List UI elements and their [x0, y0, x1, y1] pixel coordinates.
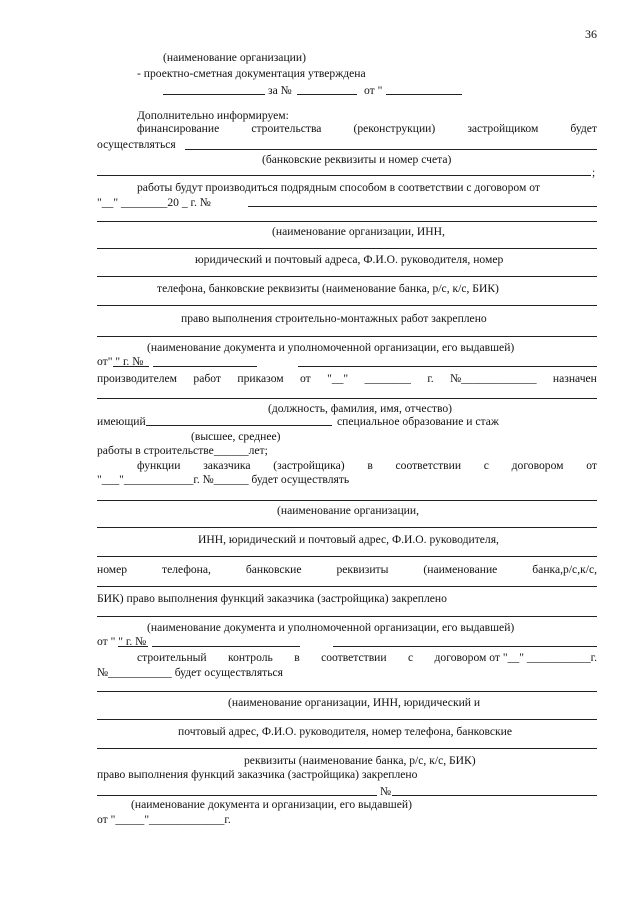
word: назначен: [552, 372, 597, 385]
word: контроль: [228, 651, 273, 664]
word: приказом: [237, 372, 284, 385]
text-line: (наименование организации): [163, 51, 306, 64]
word: с: [483, 459, 489, 472]
caption: (должность, фамилия, имя, отчество): [268, 402, 453, 415]
text-line: от" " г. №: [97, 355, 144, 368]
text-line: "__" ________20 _ г. №: [97, 196, 211, 209]
word: с: [407, 651, 414, 664]
word: телефона,: [162, 563, 211, 576]
text-line: от " " г. №: [97, 635, 147, 648]
underline: [97, 500, 597, 501]
underline: [333, 646, 597, 647]
underline: [97, 556, 597, 557]
underline: [163, 94, 265, 95]
caption: телефона, банковские реквизиты (наименование банка, р/с, к/с, БИК): [157, 282, 499, 295]
word: банка,р/с,к/с,: [532, 563, 597, 576]
word: производителем: [97, 372, 178, 385]
justified-line: [137, 460, 597, 472]
word: застройщиком: [467, 122, 539, 135]
underline: [97, 527, 597, 528]
caption: реквизиты (наименование банка, р/с, к/с, БИК): [244, 754, 476, 767]
text-line: БИК) право выполнения функций заказчика (застройщика) закреплено: [97, 592, 447, 605]
underline: [97, 719, 597, 720]
word: ________: [364, 372, 411, 385]
caption: (наименование организации, ИНН,: [272, 225, 445, 238]
underline: [153, 366, 257, 367]
underline: [97, 248, 597, 249]
word: реквизиты: [336, 563, 389, 576]
word: заказчика: [203, 459, 251, 472]
word: (реконструкции): [353, 122, 436, 135]
caption: ИНН, юридический и почтовый адрес, Ф.И.О. руководителя,: [198, 533, 499, 546]
word: №_____________: [450, 372, 537, 385]
underline: [97, 748, 597, 749]
underline: [97, 691, 597, 692]
text-line: ;: [592, 166, 596, 179]
justified-line: [97, 373, 597, 385]
underline: [97, 276, 597, 277]
underline: [97, 305, 597, 306]
underline: [297, 94, 357, 95]
word: от: [586, 459, 597, 472]
page-number: 36: [585, 27, 597, 41]
caption: (наименование документа и уполномоченной организации, его выдавшей): [147, 341, 515, 354]
underline: [298, 366, 597, 367]
underline: [97, 586, 597, 587]
word: финансирование: [137, 122, 220, 135]
caption: (наименование документа и уполномоченной организации, его выдавшей): [147, 621, 515, 634]
underline: [386, 94, 462, 95]
word: функции: [137, 459, 181, 472]
text-line: - проектно-сметная документация утверждена: [137, 67, 366, 80]
text-line: работы будут производиться подрядным способом в соответствии с договором от: [137, 181, 540, 194]
underline: [152, 646, 300, 647]
caption: юридический и почтовый адреса, Ф.И.О. руководителя, номер: [195, 253, 504, 266]
justified-line: [137, 123, 597, 135]
word: от: [300, 372, 311, 385]
text-line: имеющий: [97, 415, 146, 428]
underline: [146, 425, 332, 426]
text-line: "___"____________г. №______ будет осуществлять: [97, 473, 350, 486]
word: в: [367, 459, 373, 472]
underline: [118, 646, 148, 647]
word: номер: [97, 563, 128, 576]
caption: (банковские реквизиты и номер счета): [262, 153, 452, 166]
text-line: работы в строительстве______лет;: [97, 444, 268, 457]
text-line: от ": [364, 84, 383, 97]
underline: [97, 336, 597, 337]
caption: (наименование документа и организации, его выдавшей): [131, 798, 412, 811]
caption: (высшее, среднее): [191, 430, 281, 443]
underline: [97, 398, 597, 399]
word: строительный: [137, 651, 207, 664]
justified-line: [97, 564, 597, 576]
word: в: [294, 651, 300, 664]
underline: [97, 175, 591, 176]
underline: [248, 206, 597, 207]
caption: почтовый адрес, Ф.И.О. руководителя, номер телефона, банковские: [178, 725, 513, 738]
caption: (наименование организации,: [277, 504, 419, 517]
word: договором от "__" ___________г.: [434, 651, 597, 664]
text-line: №: [380, 785, 392, 798]
underline: [97, 616, 597, 617]
word: соответствии: [395, 459, 462, 472]
caption: право выполнения строительно-монтажных работ закреплено: [181, 312, 487, 325]
word: (застройщика): [273, 459, 345, 472]
text-line: Дополнительно информируем:: [137, 109, 289, 122]
text-line: от "_____"_____________г.: [97, 813, 231, 826]
underline: [113, 366, 149, 367]
text-line: право выполнения функций заказчика (застройщика) закреплено: [97, 768, 418, 781]
text-line: осуществляться: [97, 138, 176, 151]
text-line: за №: [268, 84, 292, 97]
text-line: специальное образование и стаж: [337, 415, 499, 428]
justified-line: [137, 652, 597, 664]
word: "__": [327, 372, 349, 385]
word: работ: [193, 372, 221, 385]
word: строительства: [251, 122, 322, 135]
underline: [97, 221, 597, 222]
text-line: №___________ будет осуществляться: [97, 666, 283, 679]
caption: (наименование организации, ИНН, юридический и: [228, 696, 481, 709]
word: будет: [570, 122, 597, 135]
underline: [185, 149, 597, 150]
underline: [97, 795, 377, 796]
word: (наименование: [423, 563, 498, 576]
word: соответствии: [321, 651, 387, 664]
word: договором: [511, 459, 564, 472]
word: г.: [427, 372, 434, 385]
underline: [392, 795, 597, 796]
word: банковские: [245, 563, 302, 576]
